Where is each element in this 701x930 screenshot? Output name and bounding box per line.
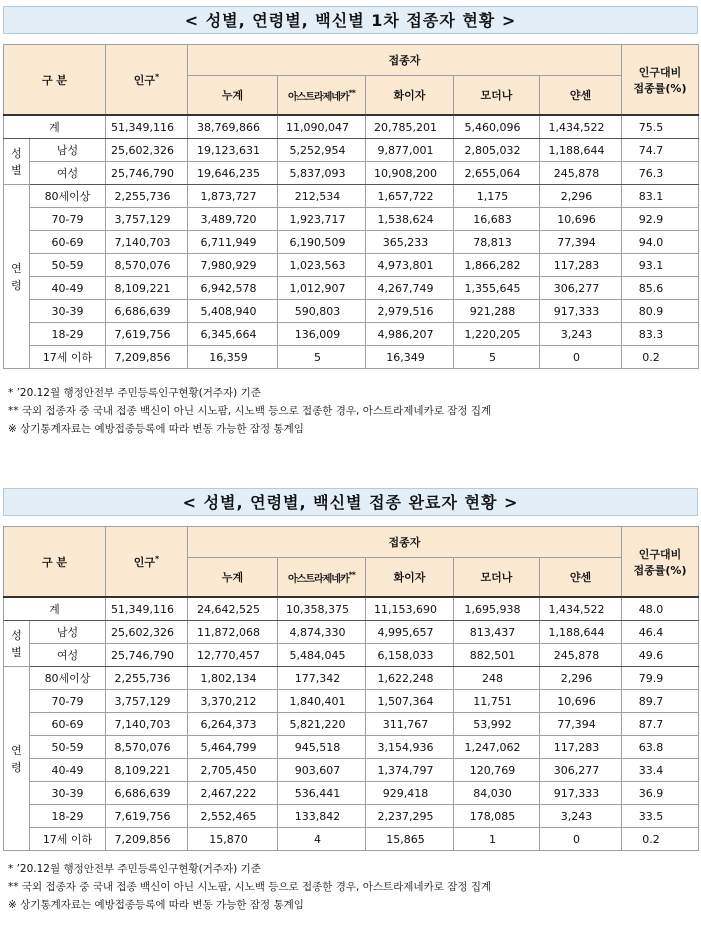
cumulative-cell: 1,873,727: [188, 185, 278, 208]
moderna-cell: 1,355,645: [454, 277, 540, 300]
janssen-cell: 117,283: [540, 254, 622, 277]
moderna-cell: 1,695,938: [454, 597, 540, 621]
population-cell: 7,140,703: [106, 713, 188, 736]
moderna-cell: 2,805,032: [454, 139, 540, 162]
astrazeneca-cell: 1,840,401: [278, 690, 366, 713]
cumulative-cell: 3,489,720: [188, 208, 278, 231]
janssen-cell: 1,188,644: [540, 139, 622, 162]
astrazeneca-cell: 5,484,045: [278, 644, 366, 667]
table-row: [4, 277, 699, 300]
population-cell: 2,255,736: [106, 185, 188, 208]
moderna-cell: 53,992: [454, 713, 540, 736]
moderna-cell: 882,501: [454, 644, 540, 667]
table-row: [4, 231, 699, 254]
janssen-cell: 1,188,644: [540, 621, 622, 644]
janssen-cell: 917,333: [540, 300, 622, 323]
janssen-cell: 2,296: [540, 667, 622, 690]
row-label: 여성: [30, 644, 106, 667]
header-rate-line2: 접종률(%): [633, 563, 687, 577]
header-rate: [622, 45, 699, 116]
pfizer-cell: 1,507,364: [366, 690, 454, 713]
rate-cell: 36.9: [622, 782, 699, 805]
row-label: 17세 이하: [30, 828, 106, 851]
astrazeneca-footnote-mark: **: [348, 88, 355, 98]
janssen-cell: 77,394: [540, 231, 622, 254]
row-label: 50-59: [30, 736, 106, 759]
table-row: [4, 828, 699, 851]
janssen-cell: 245,878: [540, 644, 622, 667]
janssen-cell: 10,696: [540, 690, 622, 713]
moderna-cell: 813,437: [454, 621, 540, 644]
cumulative-cell: 5,408,940: [188, 300, 278, 323]
moderna-cell: 178,085: [454, 805, 540, 828]
row-label: 18-29: [30, 323, 106, 346]
header-vaccinated: 접종자: [188, 45, 622, 76]
astrazeneca-cell: 177,342: [278, 667, 366, 690]
cumulative-cell: 12,770,457: [188, 644, 278, 667]
header-vaccinated: 접종자: [188, 527, 622, 558]
table-row: [4, 185, 699, 208]
population-cell: 8,570,076: [106, 736, 188, 759]
population-footnote-mark: *: [155, 553, 160, 563]
astrazeneca-cell: 5,837,093: [278, 162, 366, 185]
pfizer-cell: 2,237,295: [366, 805, 454, 828]
rate-cell: 85.6: [622, 277, 699, 300]
population-cell: 2,255,736: [106, 667, 188, 690]
janssen-cell: 10,696: [540, 208, 622, 231]
population-cell: 8,570,076: [106, 254, 188, 277]
header-cumulative: 누계: [188, 558, 278, 598]
header-category: 구 분: [4, 527, 106, 598]
pfizer-cell: 365,233: [366, 231, 454, 254]
astrazeneca-cell: 903,607: [278, 759, 366, 782]
moderna-cell: 1,866,282: [454, 254, 540, 277]
cumulative-cell: 3,370,212: [188, 690, 278, 713]
janssen-cell: 77,394: [540, 713, 622, 736]
row-label: 계: [4, 597, 106, 621]
cumulative-cell: 1,802,134: [188, 667, 278, 690]
header-rate-line2: 접종률(%): [633, 81, 687, 95]
table-row-total: [4, 115, 699, 139]
rate-cell: 87.7: [622, 713, 699, 736]
janssen-cell: 3,243: [540, 805, 622, 828]
row-label: 남성: [30, 139, 106, 162]
janssen-cell: 306,277: [540, 277, 622, 300]
cumulative-cell: 6,942,578: [188, 277, 278, 300]
rate-cell: 79.9: [622, 667, 699, 690]
pfizer-cell: 20,785,201: [366, 115, 454, 139]
pfizer-cell: 16,349: [366, 346, 454, 369]
astrazeneca-cell: 4,874,330: [278, 621, 366, 644]
population-cell: 8,109,221: [106, 759, 188, 782]
row-label: 80세이상: [30, 185, 106, 208]
rate-cell: 63.8: [622, 736, 699, 759]
population-cell: 6,686,639: [106, 782, 188, 805]
table-row: [4, 300, 699, 323]
row-label: 70-79: [30, 208, 106, 231]
population-cell: 8,109,221: [106, 277, 188, 300]
rate-cell: 0.2: [622, 828, 699, 851]
moderna-cell: 5,460,096: [454, 115, 540, 139]
astrazeneca-cell: 536,441: [278, 782, 366, 805]
astrazeneca-cell: 133,842: [278, 805, 366, 828]
cumulative-cell: 19,123,631: [188, 139, 278, 162]
cumulative-cell: 6,264,373: [188, 713, 278, 736]
moderna-cell: 1: [454, 828, 540, 851]
rate-cell: 94.0: [622, 231, 699, 254]
pfizer-cell: 10,908,200: [366, 162, 454, 185]
astrazeneca-cell: 945,518: [278, 736, 366, 759]
table-row: [4, 690, 699, 713]
moderna-cell: 248: [454, 667, 540, 690]
rate-cell: 92.9: [622, 208, 699, 231]
table-row: [4, 139, 699, 162]
moderna-cell: 2,655,064: [454, 162, 540, 185]
header-rate-line1: 인구대비: [638, 547, 682, 561]
header-janssen: 얀센: [540, 76, 622, 116]
table-row: [4, 805, 699, 828]
janssen-cell: 117,283: [540, 736, 622, 759]
pfizer-cell: 4,973,801: [366, 254, 454, 277]
table-row: [4, 162, 699, 185]
row-label: 50-59: [30, 254, 106, 277]
rate-cell: 75.5: [622, 115, 699, 139]
pfizer-cell: 4,995,657: [366, 621, 454, 644]
cumulative-cell: 15,870: [188, 828, 278, 851]
population-cell: 51,349,116: [106, 115, 188, 139]
rate-cell: 93.1: [622, 254, 699, 277]
population-cell: 7,209,856: [106, 346, 188, 369]
row-label: 40-49: [30, 277, 106, 300]
table-row: [4, 208, 699, 231]
row-label: 남성: [30, 621, 106, 644]
row-label: 80세이상: [30, 667, 106, 690]
moderna-cell: 11,751: [454, 690, 540, 713]
row-label: 18-29: [30, 805, 106, 828]
janssen-cell: 245,878: [540, 162, 622, 185]
header-pfizer: 화이자: [366, 76, 454, 116]
rate-cell: 83.3: [622, 323, 699, 346]
cumulative-cell: 19,646,235: [188, 162, 278, 185]
table-row: [4, 736, 699, 759]
group-label-gender: 성 별: [4, 139, 30, 185]
cumulative-cell: 6,345,664: [188, 323, 278, 346]
row-label: 70-79: [30, 690, 106, 713]
moderna-cell: 78,813: [454, 231, 540, 254]
footnote: * ’20.12월 행정안전부 주민등록인구현황(거주자) 기준: [8, 387, 261, 399]
rate-cell: 48.0: [622, 597, 699, 621]
header-rate: [622, 527, 699, 598]
population-cell: 6,686,639: [106, 300, 188, 323]
footnote: ※ 상기통계자료는 예방접종등록에 따라 변동 가능한 잠정 통계임: [8, 899, 304, 911]
table-row: [4, 621, 699, 644]
population-cell: 3,757,129: [106, 690, 188, 713]
header-astrazeneca: [278, 558, 366, 598]
header-pfizer: 화이자: [366, 558, 454, 598]
pfizer-cell: 15,865: [366, 828, 454, 851]
header-astrazeneca-label: 아스트라제네카: [288, 91, 349, 103]
footnote: ** 국외 접종자 중 국내 접종 백신이 아닌 시노팜, 시노백 등으로 접종한 경우, 아스트라제네카로 잠정 집계: [8, 405, 492, 417]
population-cell: 25,746,790: [106, 162, 188, 185]
astrazeneca-cell: 5,821,220: [278, 713, 366, 736]
population-cell: 7,619,756: [106, 805, 188, 828]
pfizer-cell: 929,418: [366, 782, 454, 805]
table-row-total: [4, 597, 699, 621]
footnotes: [8, 860, 491, 914]
table-row: [4, 644, 699, 667]
population-cell: 7,619,756: [106, 323, 188, 346]
row-label: 60-69: [30, 713, 106, 736]
cumulative-cell: 5,464,799: [188, 736, 278, 759]
row-label: 17세 이하: [30, 346, 106, 369]
header-rate-line1: 인구대비: [638, 65, 682, 79]
header-cumulative: 누계: [188, 76, 278, 116]
header-janssen: 얀센: [540, 558, 622, 598]
pfizer-cell: 311,767: [366, 713, 454, 736]
footnotes: [8, 384, 491, 438]
pfizer-cell: 1,538,624: [366, 208, 454, 231]
table-row: [4, 254, 699, 277]
row-label: 60-69: [30, 231, 106, 254]
astrazeneca-cell: 1,023,563: [278, 254, 366, 277]
table-title: < 성별, 연령별, 백신별 1차 접종자 현황 >: [3, 6, 698, 34]
janssen-cell: 917,333: [540, 782, 622, 805]
fully-vaccinated-table: [3, 526, 699, 851]
population-footnote-mark: *: [155, 71, 160, 81]
table-row: [4, 667, 699, 690]
population-cell: 7,140,703: [106, 231, 188, 254]
rate-cell: 76.3: [622, 162, 699, 185]
pfizer-cell: 1,622,248: [366, 667, 454, 690]
moderna-cell: 16,683: [454, 208, 540, 231]
astrazeneca-cell: 5,252,954: [278, 139, 366, 162]
header-population-label: 인구: [133, 73, 156, 87]
pfizer-cell: 9,877,001: [366, 139, 454, 162]
group-label-gender: 성 별: [4, 621, 30, 667]
cumulative-cell: 6,711,949: [188, 231, 278, 254]
moderna-cell: 84,030: [454, 782, 540, 805]
table-row: [4, 782, 699, 805]
row-label: 계: [4, 115, 106, 139]
header-population-label: 인구: [133, 555, 156, 569]
astrazeneca-cell: 1,923,717: [278, 208, 366, 231]
population-cell: 25,602,326: [106, 139, 188, 162]
first-dose-table: [3, 44, 699, 369]
janssen-cell: 306,277: [540, 759, 622, 782]
janssen-cell: 3,243: [540, 323, 622, 346]
cumulative-cell: 2,552,465: [188, 805, 278, 828]
astrazeneca-cell: 11,090,047: [278, 115, 366, 139]
header-astrazeneca-label: 아스트라제네카: [288, 573, 349, 585]
cumulative-cell: 2,467,222: [188, 782, 278, 805]
astrazeneca-cell: 10,358,375: [278, 597, 366, 621]
rate-cell: 80.9: [622, 300, 699, 323]
population-cell: 25,602,326: [106, 621, 188, 644]
janssen-cell: 0: [540, 346, 622, 369]
pfizer-cell: 3,154,936: [366, 736, 454, 759]
rate-cell: 0.2: [622, 346, 699, 369]
rate-cell: 46.4: [622, 621, 699, 644]
pfizer-cell: 6,158,033: [366, 644, 454, 667]
header-population: [106, 527, 188, 598]
group-label-age: 연 령: [4, 667, 30, 851]
table-row: [4, 323, 699, 346]
janssen-cell: 1,434,522: [540, 115, 622, 139]
table-row: [4, 346, 699, 369]
astrazeneca-cell: 136,009: [278, 323, 366, 346]
footnote: * ’20.12월 행정안전부 주민등록인구현황(거주자) 기준: [8, 863, 261, 875]
astrazeneca-cell: 6,190,509: [278, 231, 366, 254]
population-cell: 7,209,856: [106, 828, 188, 851]
pfizer-cell: 11,153,690: [366, 597, 454, 621]
pfizer-cell: 1,374,797: [366, 759, 454, 782]
rate-cell: 33.5: [622, 805, 699, 828]
header-moderna: 모더나: [454, 76, 540, 116]
astrazeneca-cell: 590,803: [278, 300, 366, 323]
cumulative-cell: 2,705,450: [188, 759, 278, 782]
moderna-cell: 5: [454, 346, 540, 369]
astrazeneca-cell: 5: [278, 346, 366, 369]
header-category: 구 분: [4, 45, 106, 116]
footnote: ※ 상기통계자료는 예방접종등록에 따라 변동 가능한 잠정 통계임: [8, 423, 304, 435]
row-label: 30-39: [30, 782, 106, 805]
pfizer-cell: 2,979,516: [366, 300, 454, 323]
rate-cell: 89.7: [622, 690, 699, 713]
pfizer-cell: 1,657,722: [366, 185, 454, 208]
group-label-age: 연 령: [4, 185, 30, 369]
moderna-cell: 120,769: [454, 759, 540, 782]
cumulative-cell: 16,359: [188, 346, 278, 369]
population-cell: 25,746,790: [106, 644, 188, 667]
header-population: [106, 45, 188, 116]
pfizer-cell: 4,986,207: [366, 323, 454, 346]
astrazeneca-footnote-mark: **: [348, 570, 355, 580]
pfizer-cell: 4,267,749: [366, 277, 454, 300]
rate-cell: 33.4: [622, 759, 699, 782]
moderna-cell: 1,220,205: [454, 323, 540, 346]
rate-cell: 83.1: [622, 185, 699, 208]
moderna-cell: 1,247,062: [454, 736, 540, 759]
rate-cell: 74.7: [622, 139, 699, 162]
cumulative-cell: 11,872,068: [188, 621, 278, 644]
footnote: ** 국외 접종자 중 국내 접종 백신이 아닌 시노팜, 시노백 등으로 접종한 경우, 아스트라제네카로 잠정 집계: [8, 881, 492, 893]
moderna-cell: 1,175: [454, 185, 540, 208]
population-cell: 51,349,116: [106, 597, 188, 621]
row-label: 여성: [30, 162, 106, 185]
table-row: [4, 713, 699, 736]
rate-cell: 49.6: [622, 644, 699, 667]
janssen-cell: 0: [540, 828, 622, 851]
header-astrazeneca: [278, 76, 366, 116]
moderna-cell: 921,288: [454, 300, 540, 323]
row-label: 30-39: [30, 300, 106, 323]
population-cell: 3,757,129: [106, 208, 188, 231]
astrazeneca-cell: 1,012,907: [278, 277, 366, 300]
cumulative-cell: 24,642,525: [188, 597, 278, 621]
astrazeneca-cell: 212,534: [278, 185, 366, 208]
cumulative-cell: 7,980,929: [188, 254, 278, 277]
janssen-cell: 2,296: [540, 185, 622, 208]
astrazeneca-cell: 4: [278, 828, 366, 851]
table-row: [4, 759, 699, 782]
cumulative-cell: 38,769,866: [188, 115, 278, 139]
table-title: < 성별, 연령별, 백신별 접종 완료자 현황 >: [3, 488, 698, 516]
row-label: 40-49: [30, 759, 106, 782]
header-moderna: 모더나: [454, 558, 540, 598]
janssen-cell: 1,434,522: [540, 597, 622, 621]
